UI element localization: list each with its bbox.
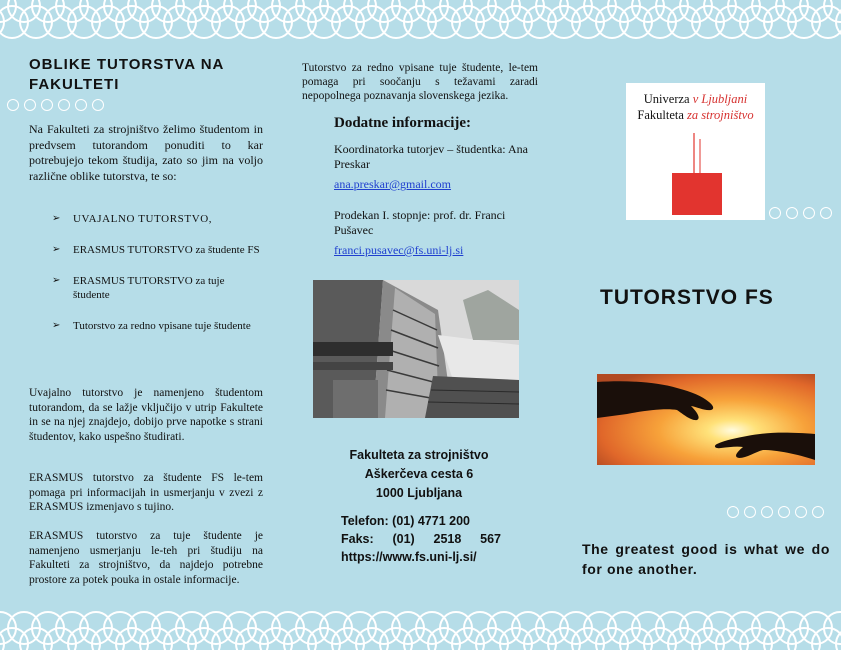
faculty-address xyxy=(312,446,526,503)
address-line: Aškerčeva cesta 6 xyxy=(364,467,474,481)
list-item-label: Tutorstvo za redno vpisane tuje študente xyxy=(73,320,251,332)
helping-hands-image xyxy=(597,374,815,465)
dot-row-right-bottom xyxy=(727,506,824,518)
tutoring-types-heading: OBLIKE TUTORSTVA NA FAKULTETI xyxy=(29,56,224,93)
arrow-right-bullet-icon: ➢ xyxy=(52,275,61,286)
website-link[interactable]: https://www.fs.uni-lj.si/ xyxy=(341,550,477,564)
circle-dot-icon xyxy=(786,207,798,219)
fax-part: (01) xyxy=(392,532,415,546)
coordinator-role: Koordinatorka tutorjev – študentka: Ana Preskar xyxy=(334,142,528,171)
list-item xyxy=(52,243,262,257)
circle-dot-icon xyxy=(727,506,739,518)
intro-paragraph: Na Fakulteti za strojništvo želimo študentom in predvsem tutorandom ponuditi to kar potrebujejo tekom študija, zato so jim na voljo različne oblike tutorstva, te so: xyxy=(29,122,263,183)
erasmus-foreign-paragraph: ERASMUS tutorstvo za tuje študente je namenjeno usmerjanju le-teh pri študiju na Fakulteti za strojništvo, da najdejo potrebne prostore za potek pouka in ostale informacije. xyxy=(29,530,263,586)
closing-quote: The greatest good is what we do for one another. xyxy=(582,541,830,577)
dot-row-right-top xyxy=(769,207,832,219)
vice-dean-email-link[interactable]: franci.pusavec@fs.uni-lj.si xyxy=(334,243,464,257)
logo-faculty-line: Fakulteta za strojništvo xyxy=(637,108,754,122)
phone-number: Telefon: (01) 4771 200 xyxy=(341,514,470,528)
vice-dean-role: Prodekan I. stopnje: prof. dr. Franci Pušavec xyxy=(334,208,506,237)
additional-info-heading: Dodatne informacije: xyxy=(334,115,472,131)
circle-dot-icon xyxy=(812,506,824,518)
circle-dot-icon xyxy=(803,207,815,219)
circle-dot-icon xyxy=(820,207,832,219)
circle-dot-icon xyxy=(24,99,36,111)
faculty-building-photo xyxy=(313,280,519,418)
list-item xyxy=(52,274,262,302)
university-logo xyxy=(626,83,765,220)
circle-pattern-icon xyxy=(0,606,841,650)
circle-dot-icon xyxy=(41,99,53,111)
sunset-hands-icon xyxy=(597,374,815,465)
address-line: Fakulteta za strojništvo xyxy=(349,448,489,462)
circle-pattern-icon xyxy=(0,0,841,44)
circle-dot-icon xyxy=(744,506,756,518)
uvajalno-paragraph: Uvajalno tutorstvo je namenjeno študentom tutorandom, da se lažje vključijo v utrip Fakultete in se na njej znajdejo, dobijo prve napotke s strani študentov, kako uspešno študirati. xyxy=(29,387,263,443)
fax-part: 567 xyxy=(480,532,501,546)
top-circle-border xyxy=(0,0,841,44)
list-item xyxy=(52,319,262,333)
brochure-title: TUTORSTVO FS xyxy=(600,286,774,309)
circle-dot-icon xyxy=(58,99,70,111)
dot-row-left xyxy=(7,99,104,111)
coordinator-email-link[interactable]: ana.preskar@gmail.com xyxy=(334,177,452,191)
list-item-label: UVAJALNO TUTORSTVO, xyxy=(73,213,213,225)
address-line: 1000 Ljubljana xyxy=(375,486,463,500)
circle-dot-icon xyxy=(769,207,781,219)
circle-dot-icon xyxy=(778,506,790,518)
coordinator-contact xyxy=(334,142,534,192)
fax-part: 2518 xyxy=(433,532,462,546)
erasmus-fs-paragraph: ERASMUS tutorstvo za študente FS le-tem pomaga pri informacijah in usmerjanju v zvezi z ERASMUS izmenjavo s tujino. xyxy=(29,472,263,513)
arrow-right-bullet-icon: ➢ xyxy=(52,244,61,255)
foreign-students-paragraph: Tutorstvo za redno vpisane tuje študente, le-tem pomaga pri soočanju s težavami zaradi nepopolnega poznavanja slovenskega jezika. xyxy=(302,62,538,102)
arrow-right-bullet-icon: ➢ xyxy=(52,320,61,331)
logo-university-line: Univerza v Ljubljani xyxy=(643,92,748,106)
contact-numbers xyxy=(341,512,501,566)
circle-dot-icon xyxy=(761,506,773,518)
circle-dot-icon xyxy=(92,99,104,111)
building-photo-icon xyxy=(313,280,519,418)
logo-emblem-icon xyxy=(626,83,765,220)
circle-dot-icon xyxy=(75,99,87,111)
list-item xyxy=(52,212,262,226)
bottom-circle-border xyxy=(0,606,841,650)
tutoring-types-list xyxy=(52,212,262,350)
list-item-label: ERASMUS TUTORSTVO za tuje študente xyxy=(73,275,225,301)
vice-dean-contact xyxy=(334,208,534,258)
circle-dot-icon xyxy=(7,99,19,111)
fax-label: Faks: xyxy=(341,532,374,546)
fax-number xyxy=(341,530,501,548)
circle-dot-icon xyxy=(795,506,807,518)
arrow-right-bullet-icon: ➢ xyxy=(52,213,61,224)
list-item-label: ERASMUS TUTORSTVO za študente FS xyxy=(73,244,260,256)
